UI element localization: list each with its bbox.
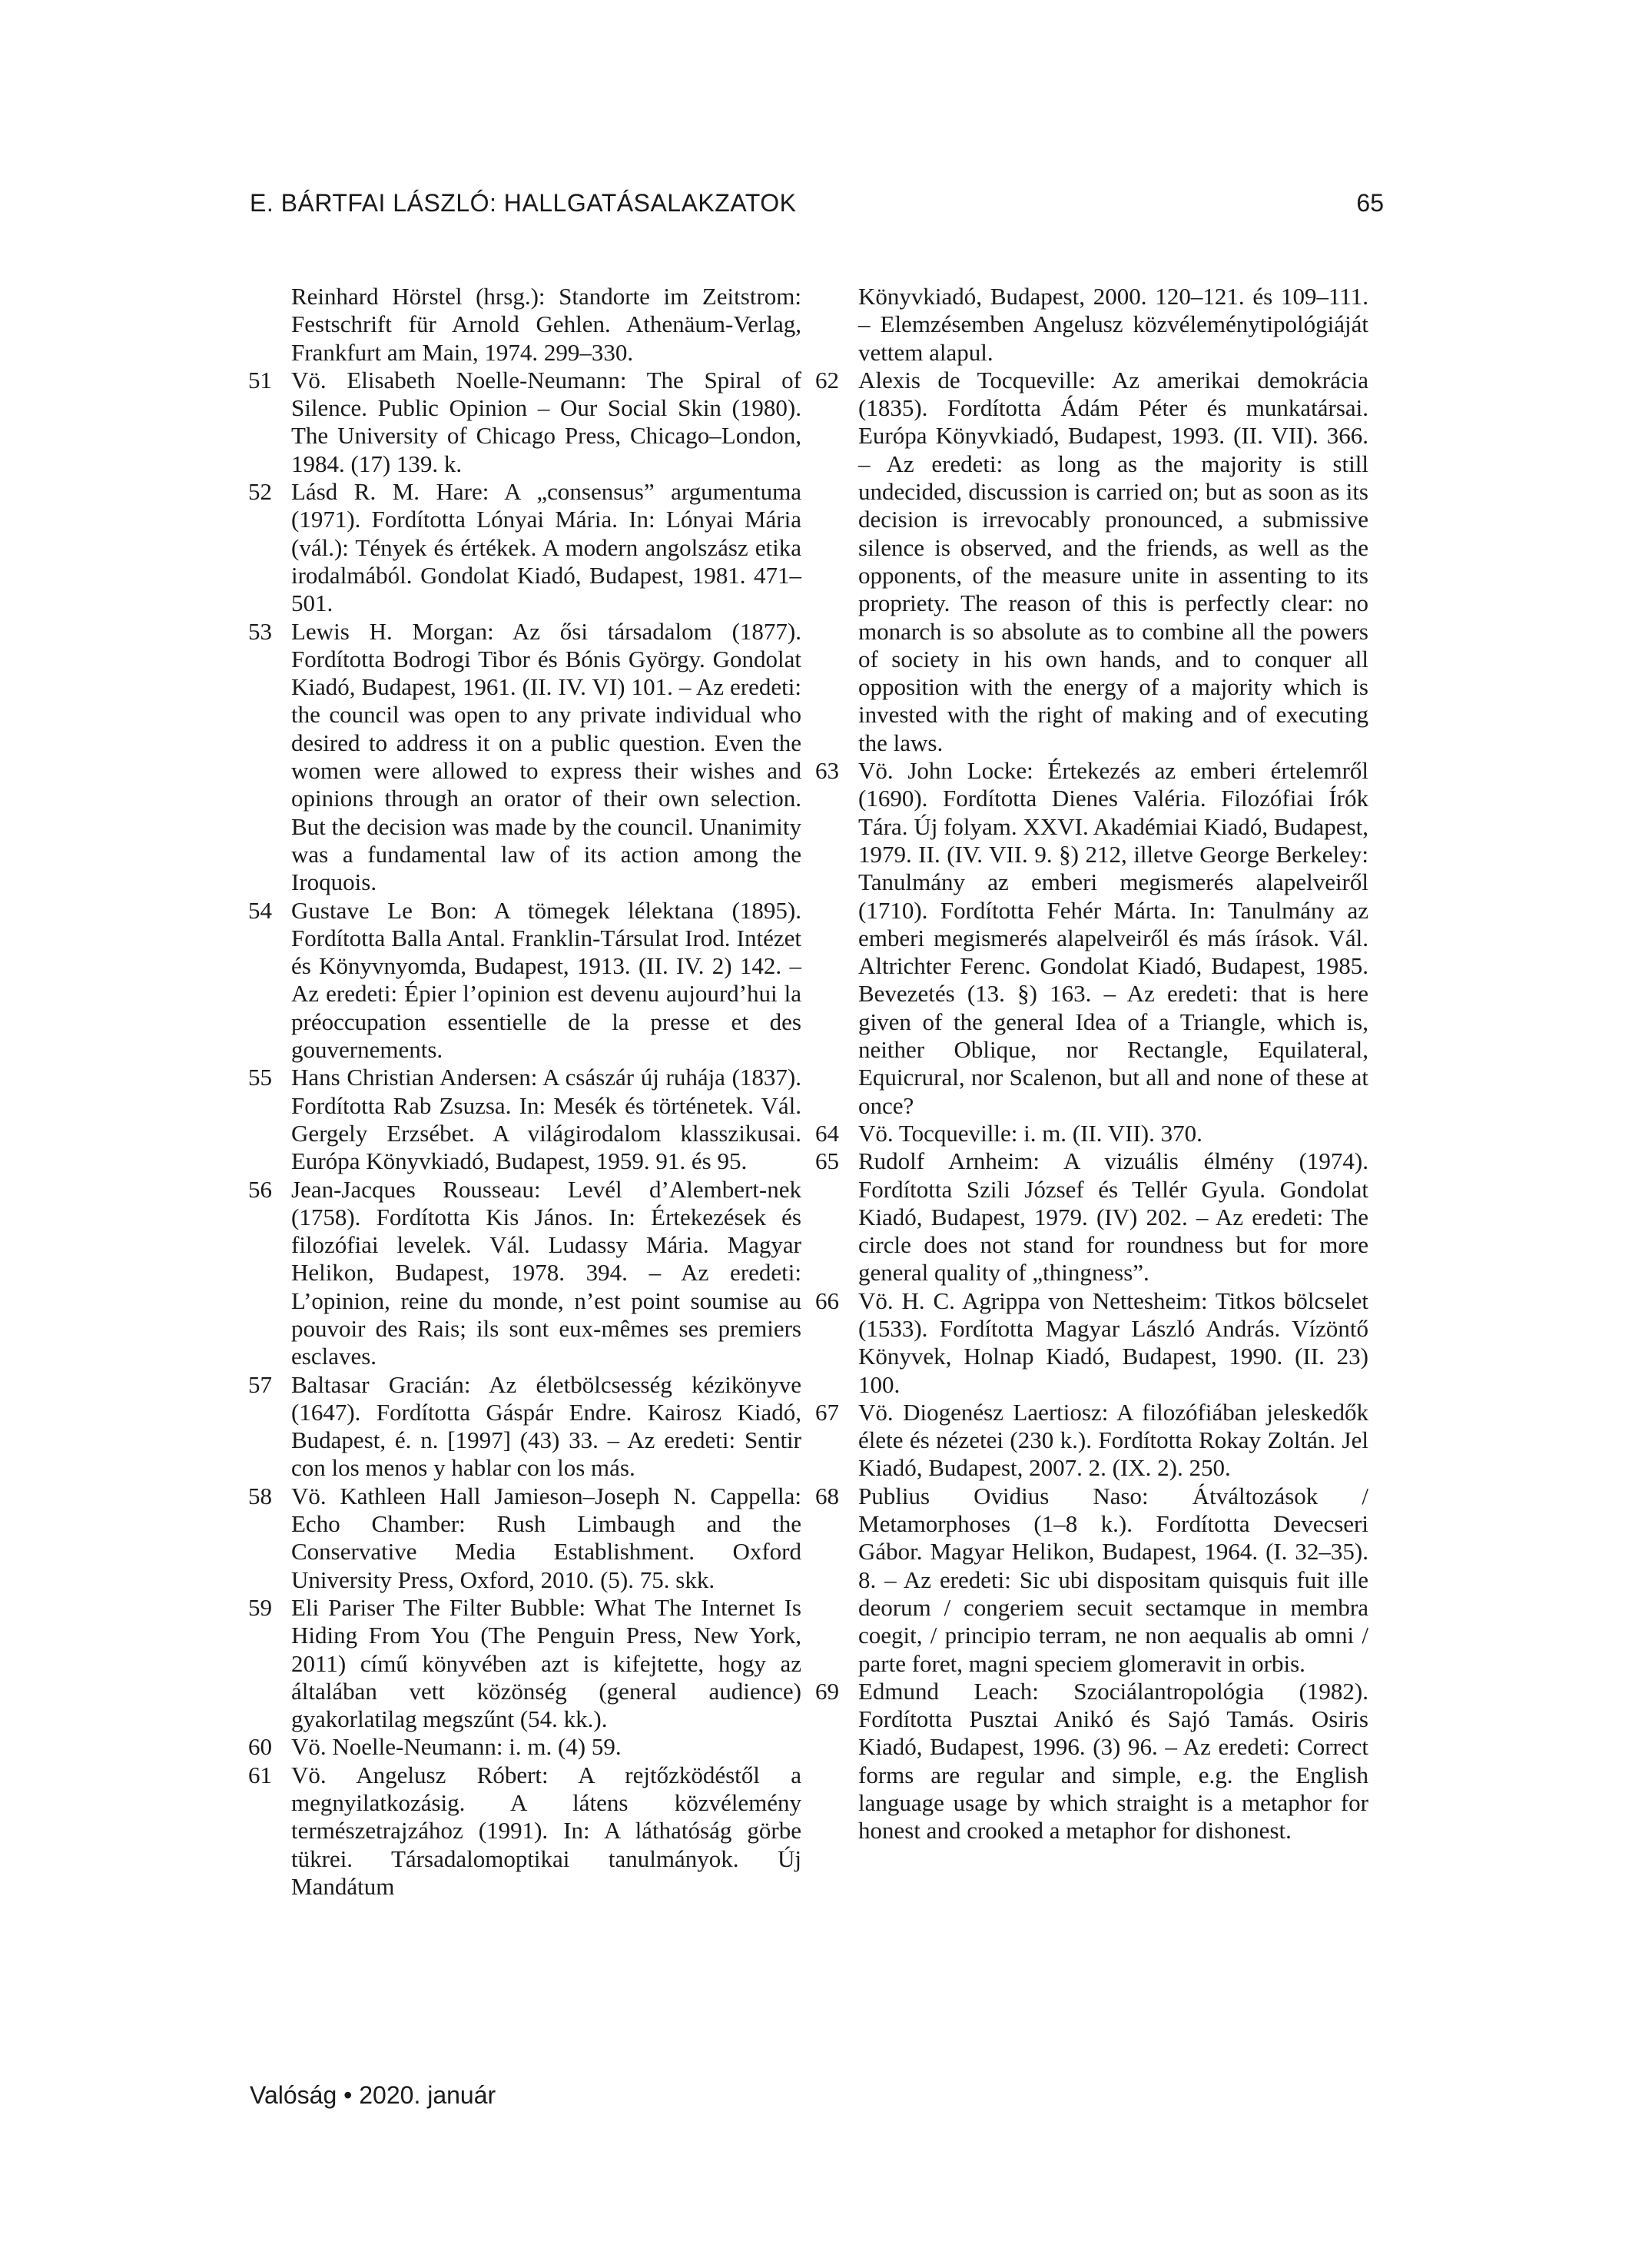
- endnote-number: 59: [248, 1593, 272, 1621]
- endnote-number: 56: [248, 1175, 272, 1203]
- endnote-text: Vö. Angelusz Róbert: A rejtőzködéstől a megnyilatkozásig. A látens közvélemény természetrajzához (1991). In: A láthatóság görbe tükrei. Társadalomoptikai tanulmányok. Új Mandátum: [291, 1761, 801, 1900]
- endnote-text: Reinhard Hörstel (hrsg.): Standorte im Zeitstrom: Festschrift für Arnold Gehlen. Athenäum-Verlag, Frankfurt am Main, 1974. 299–330.: [291, 283, 801, 366]
- endnote: [248, 1762, 801, 1901]
- endnote-text: Vö. Tocqueville: i. m. (II. VII). 370.: [858, 1119, 1202, 1147]
- endnote-number: 58: [248, 1482, 272, 1509]
- endnote-number: 68: [815, 1482, 839, 1509]
- endnote-number: 54: [248, 896, 272, 924]
- endnote: [815, 1399, 1368, 1483]
- endnote: [248, 1064, 801, 1175]
- endnote-number: 51: [248, 366, 272, 393]
- endnote: [248, 1176, 801, 1371]
- endnote-number: 62: [815, 366, 839, 393]
- endnote: [248, 1733, 801, 1761]
- endnote-text: Publius Ovidius Naso: Átváltozások / Metamorphoses (1–8 k.). Fordította Devecseri Gábor. Magyar Helikon, Budapest, 1964. (I. 32–35). 8. – Az eredeti: Sic ubi dispositam quisquis fuit ille deorum / congeriem secuit sectamque in membra coegit, / principio terram, ne non aequalis ab omni / parte foret, magni speciem glomeravit in orbis.: [858, 1482, 1368, 1677]
- endnote-text: Vö. Elisabeth Noelle-Neumann: The Spiral of Silence. Public Opinion – Our Social Skin (1980). The University of Chicago Press, Chicago–London, 1984. (17) 139. k.: [291, 366, 801, 477]
- endnote-number: 67: [815, 1398, 839, 1426]
- endnote: [815, 1483, 1368, 1678]
- running-title: E. BÁRTFAI LÁSZLÓ: HALLGATÁSALAKZATOK: [250, 189, 797, 217]
- endnote-number: 60: [248, 1733, 272, 1761]
- endnote-number: 55: [248, 1064, 272, 1091]
- endnote-text: Baltasar Gracián: Az életbölcsesség kézikönyve (1647). Fordította Gáspár Endre. Kairosz Kiadó, Budapest, é. n. [1997] (43) 33. – Az eredeti: Sentir con los menos y hablar con los más.: [291, 1370, 801, 1482]
- endnote-text: Edmund Leach: Szociálantropológia (1982). Fordította Pusztai Anikó és Sajó Tamás. Osiris Kiadó, Budapest, 1996. (3) 96. – Az eredeti: Correct forms are regular and simple, e.g. the English language usage by which straight is a metaphor for honest and crooked a metaphor for dishonest.: [858, 1677, 1368, 1845]
- endnote-number: 64: [815, 1119, 839, 1147]
- endnote-text: Eli Pariser The Filter Bubble: What The Internet Is Hiding From You (The Penguin Press, New York, 2011) című könyvében azt is kifejtette, hogy az általában vett közönség (general audience) gyakorlatilag megszűnt (54. kk.).: [291, 1593, 801, 1733]
- endnote-text: Lewis H. Morgan: Az ősi társadalom (1877). Fordította Bodrogi Tibor és Bónis György. Gondolat Kiadó, Budapest, 1961. (II. IV. VI) 101. – Az eredeti: the council was open to any private individual who desired to address it on a public question. Even the women were allowed to express their wishes and opinions through an orator of their own selection. But the decision was made by the council. Unanimity was a fundamental law of its action among the Iroquois.: [291, 617, 801, 896]
- endnote: [815, 1678, 1368, 1845]
- endnote-text: Könyvkiadó, Budapest, 2000. 120–121. és 109–111. – Elemzésemben Angelusz közvéleménytipológiáját vettem alapul.: [858, 283, 1368, 366]
- endnote: [815, 1120, 1368, 1147]
- endnote: [815, 757, 1368, 1120]
- endnote: [248, 897, 801, 1064]
- endnote: [248, 283, 801, 367]
- endnote-text: Vö. Diogenész Laertiosz: A filozófiában jeleskedők élete és nézetei (230 k.). Fordította Rokay Zoltán. Jel Kiadó, Budapest, 2007. 2. (IX. 2). 250.: [858, 1398, 1368, 1482]
- running-header: [250, 181, 1384, 227]
- endnote-text: Rudolf Arnheim: A vizuális élmény (1974). Fordította Szili József és Tellér Gyula. Gondolat Kiadó, Budapest, 1979. (IV) 202. – Az eredeti: The circle does not stand for roundness but for more general quality of „thingness”.: [858, 1147, 1368, 1287]
- endnote-text: Vö. Kathleen Hall Jamieson–Joseph N. Cappella: Echo Chamber: Rush Limbaugh and the Conservative Media Establishment. Oxford University Press, Oxford, 2010. (5). 75. skk.: [291, 1482, 801, 1593]
- endnote: [248, 367, 801, 478]
- endnote-number: 63: [815, 757, 839, 785]
- endnote-text: Vö. H. C. Agrippa von Nettesheim: Titkos bölcselet (1533). Fordította Magyar László András. Vízöntő Könyvek, Holnap Kiadó, Budapest, 1990. (II. 23) 100.: [858, 1287, 1368, 1398]
- endnote: [815, 1147, 1368, 1287]
- endnote: [248, 618, 801, 897]
- endnote: [815, 1287, 1368, 1399]
- endnote-text: Hans Christian Andersen: A császár új ruhája (1837). Fordította Rab Zsuzsa. In: Mesék és történetek. Vál. Gergely Erzsébet. A világirodalom klasszikusai. Európa Könyvkiadó, Budapest, 1959. 91. és 95.: [291, 1064, 801, 1175]
- endnote-number: 57: [248, 1370, 272, 1398]
- endnote: [248, 1371, 801, 1483]
- endnote: [248, 1594, 801, 1733]
- endnote-text: Vö. John Locke: Értekezés az emberi értelemről (1690). Fordította Dienes Valéria. Filozófiai Írók Tára. Új folyam. XXVI. Akadémiai Kiadó, Budapest, 1979. II. (IV. VII. 9. §) 212, illetve George Berkeley: Tanulmány az emberi megismerés alapelveiről (1710). Fordította Fehér Márta. In: Tanulmány az emberi megismerés alapelveiről és más írások. Vál. Altrichter Ferenc. Gondolat Kiadó, Budapest, 1985. Bevezetés (13. §) 163. – Az eredeti: that is here given of the general Idea of a Triangle, which is, neither Oblique, nor Rectangle, Equilateral, Equicrural, nor Scalenon, but all and none of these at once?: [858, 757, 1368, 1119]
- page-footer: Valóság • 2020. január: [250, 2081, 496, 2109]
- endnote: [248, 1483, 801, 1594]
- endnote-text: Jean-Jacques Rousseau: Levél d’Alembert-nek (1758). Fordította Kis János. In: Értekezések és filozófiai levelek. Vál. Ludassy Mária. Magyar Helikon, Budapest, 1978. 394. – Az eredeti: L’opinion, reine du monde, n’est point soumise au pouvoir des Rais; ils sont eux-mêmes ses premiers esclaves.: [291, 1175, 801, 1370]
- endnote: [248, 478, 801, 617]
- endnotes-left-column: [248, 283, 801, 1901]
- endnote-number: 53: [248, 617, 272, 645]
- endnote-number: 66: [815, 1287, 839, 1314]
- endnote-text: Gustave Le Bon: A tömegek lélektana (1895). Fordította Balla Antal. Franklin-Társulat Irod. Intézet és Könyvnyomda, Budapest, 1913. (II. IV. 2) 142. – Az eredeti: Épier l’opinion est devenu aujourd’hui la préoccupation essentielle de la presse et des gouvernements.: [291, 896, 801, 1064]
- endnote-number: 52: [248, 478, 272, 506]
- endnote-text: Alexis de Tocqueville: Az amerikai demokrácia (1835). Fordította Ádám Péter és munkatársai. Európa Könyvkiadó, Budapest, 1993. (II. VII). 366. – Az eredeti: as long as the majority is still undecided, discussion is carried on; but as soon as its decision is irrevocably pronounced, a submissive silence is observed, and the friends, as well as the opponents, of the measure unite in assenting to its propriety. The reason of this is perfectly clear: no monarch is so absolute as to combine all the powers of society in his own hands, and to conquer all opposition with the energy of a majority which is invested with the right of making and of executing the laws.: [858, 366, 1368, 756]
- endnote: [815, 367, 1368, 757]
- endnote: [815, 283, 1368, 367]
- endnote-text: Lásd R. M. Hare: A „consensus” argumentuma (1971). Fordította Lónyai Mária. In: Lónyai Mária (vál.): Tények és értékek. A modern angolszász etika irodalmából. Gondolat Kiadó, Budapest, 1981. 471–501.: [291, 478, 801, 617]
- endnotes-right-column: [815, 283, 1368, 1845]
- endnote-number: 65: [815, 1147, 839, 1175]
- endnote-number: 61: [248, 1761, 272, 1788]
- page-number: 65: [1356, 189, 1384, 217]
- endnote-text: Vö. Noelle-Neumann: i. m. (4) 59.: [291, 1733, 622, 1761]
- endnote-number: 69: [815, 1677, 839, 1705]
